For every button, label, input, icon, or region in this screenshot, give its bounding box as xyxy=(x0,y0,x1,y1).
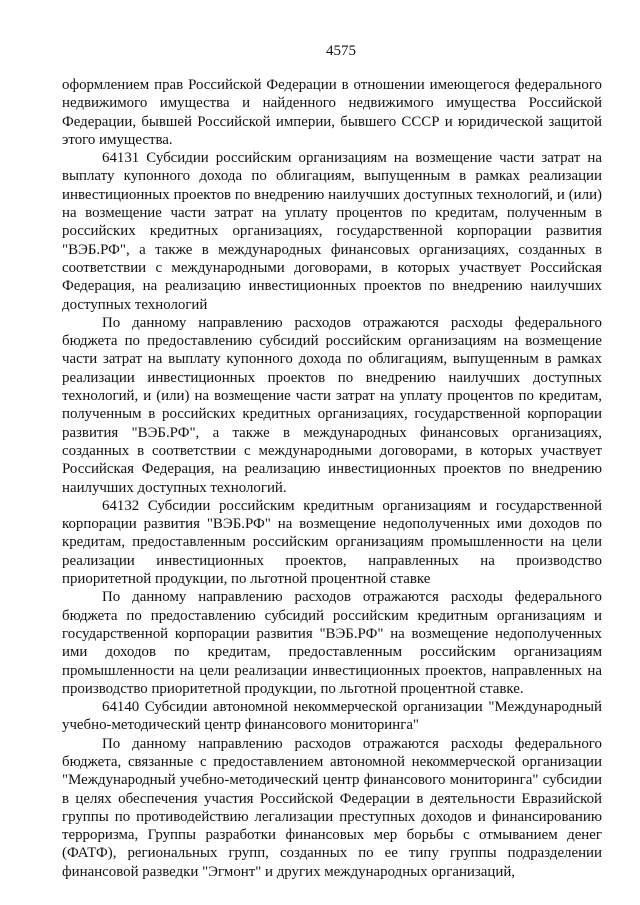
paragraph-64131-heading: 64131 Субсидии российским организациям на возмещение части затрат на выплату купонного дохода по облигациям, выпущенным в рамках реализации инвестиционных проектов по внедрению наилучших доступных технологий, и (или) на возмещение части затрат на уплату процентов по кредитам, полученным в российских кредитных организациях, государственной корпорации развития "ВЭБ.РФ", а также в международных финансовых организациях, созданных в соответствии с международными договорами, в которых участвует Российская Федерация, на реализацию инвестиционных проектов по внедрению наилучших доступных технологий xyxy=(62,150,602,313)
paragraph-64131-description: По данному направлению расходов отражаются расходы федерального бюджета по предоставлению субсидий российским организациям на возмещение части затрат на выплату купонного дохода по облигациям, выпущенным в рамках реализации инвестиционных проектов по внедрению наилучших доступных технологий, и (или) на возмещение части затрат на уплату процентов по кредитам, полученным в российских кредитных организациях, государственной корпорации развития "ВЭБ.РФ", а также в международных финансовых организациях, созданных в соответствии с международными договорами, в которых участвует Российская Федерация, на реализацию инвестиционных проектов по внедрению наилучших доступных технологий. xyxy=(62,314,602,496)
paragraph-64140-description: По данному направлению расходов отражаются расходы федерального бюджета, связанные с предоставлением автономной некоммерческой организации "Международный учебно-методический центр финансового мониторинга" субсидии в целях обеспечения участия Российской Федерации в деятельности Евразийской группы по противодействию легализации преступных доходов и финансированию терроризма, Группы разработки финансовых мер борьбы с отмыванием денег (ФАТФ), региональных групп, созданных по ее типу группы подразделении финансовой разведки "Эгмонт" и других международных организаций, xyxy=(62,735,602,880)
document-text xyxy=(62,76,602,881)
paragraph-64132-description: По данному направлению расходов отражаются расходы федерального бюджета по предоставлению субсидий российским кредитным организациям и государственной корпорации развития "ВЭБ.РФ" на возмещение недополученных ими доходов по кредитам, предоставленным российским организациям промышленности на цели реализации инвестиционных проектов, направленных на производство приоритетной продукции, по льготной процентной ставке. xyxy=(62,589,602,697)
paragraph-continuation: оформлением прав Российской Федерации в отношении имеющегося федерального недвижимого имущества и найденного недвижимого имущества Российской Федерации, бывшей Российской империи, бывшего СССР и юридической защитой этого имущества. xyxy=(62,77,602,148)
paragraph-64132-heading: 64132 Субсидии российским кредитным организациям и государственной корпорации развития "ВЭБ.РФ" на возмещение недополученных ими доходов по кредитам, предоставленным российским организациям промышленности на цели реализации инвестиционных проектов, направленных на производство приоритетной продукции, по льготной процентной ставке xyxy=(62,497,602,588)
page-number: 4575 xyxy=(326,43,356,59)
document-page xyxy=(62,42,602,881)
paragraph-64140-heading: 64140 Субсидии автономной некоммерческой организации "Международный учебно-методический центр финансового мониторинга" xyxy=(62,699,602,734)
